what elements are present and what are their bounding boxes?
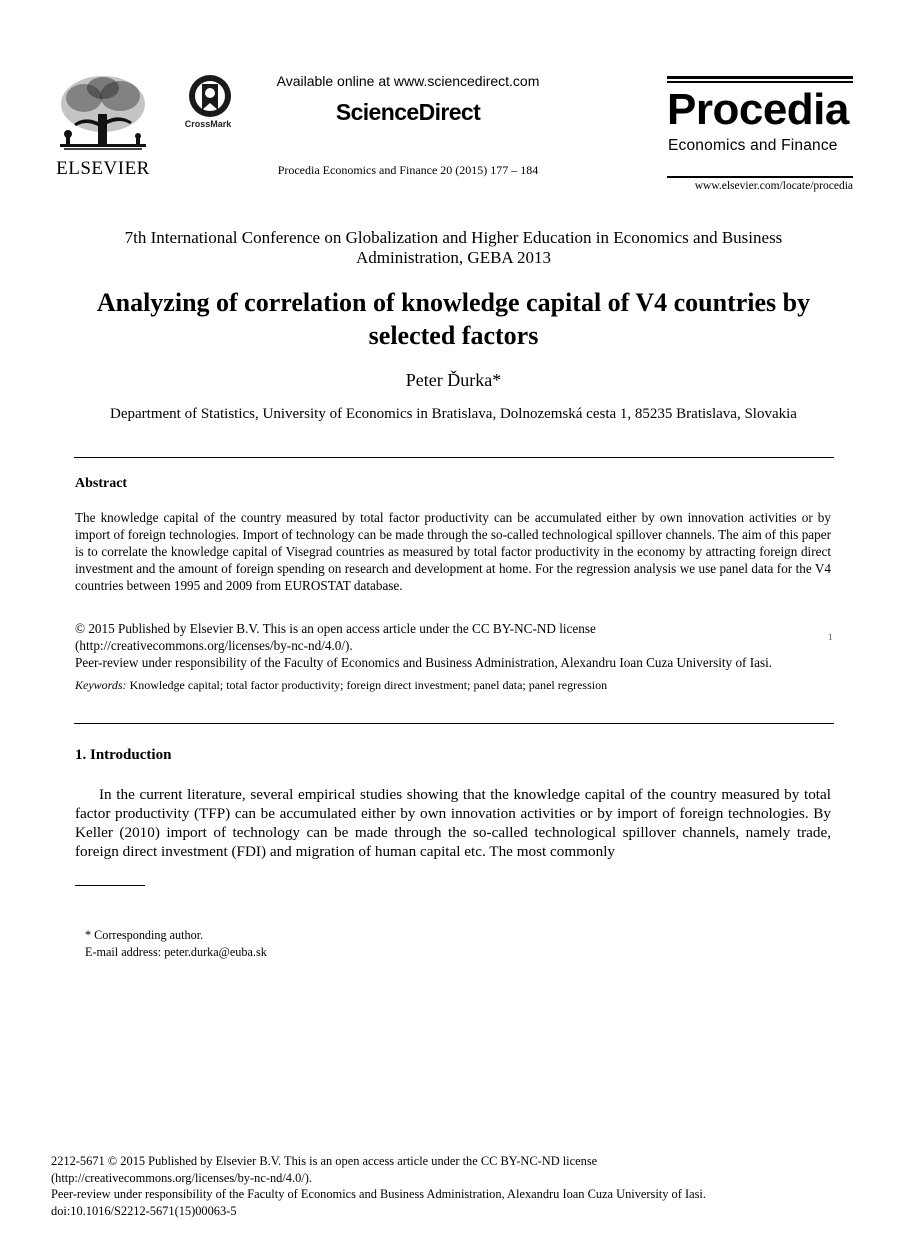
author-name: Peter Ďurka*: [405, 370, 502, 390]
copyright-block: [75, 620, 831, 671]
page-footer: [51, 1153, 851, 1219]
abstract-text: The knowledge capital of the country measured by total factor productivity can be accumulated either by own innovation activities or by import of foreign technologies. Import of technology can be made through the so-called technological spillover channels. The aim of this paper is to correlate the knowledge capital of Visegrad countries as measured by total factor productivity in the economy by attracting foreign direct investment and the amount of foreign spending on research and development at home. For the regression analysis we use panel data for the V4 countries between 1995 and 2009 from EUROSTAT database.: [75, 510, 831, 593]
elsevier-tree-icon: [54, 72, 152, 158]
footer-doi[interactable]: doi:10.1016/S2212-5671(15)00063-5: [51, 1203, 237, 1218]
paper-title: Analyzing of correlation of knowledge capital of V4 countries by selected factors: [96, 288, 811, 350]
peer-review-statement: Peer-review under responsibility of the Faculty of Economics and Business Administration, Alexandru Ioan Cuza University of Iasi.: [75, 655, 773, 670]
abstract-top-rule: [74, 457, 834, 458]
footnote-block: [85, 927, 267, 961]
margin-mark: 1: [828, 632, 833, 642]
introduction-text: In the current literature, several empirical studies showing that the knowledge capital of the country measured by total factor productivity (TFP) can be accumulated either by own innovation activities or by import of foreign technologies. By Keller (2010) import of technology can be made through the so-called technological spillover channels, namely trade, foreign direct investment (FDI) and migration of human capital etc. The most commonly: [75, 786, 831, 860]
crossmark-label: CrossMark: [184, 119, 232, 129]
elsevier-logo: [54, 72, 152, 180]
keywords-line: [75, 678, 831, 693]
procedia-url[interactable]: www.elsevier.com/locate/procedia: [694, 180, 853, 192]
procedia-top-rule-thin: [667, 81, 853, 83]
footer-issn-license: 2212-5671 © 2015 Published by Elsevier B.V. This is an open access article under the CC BY-NC-ND license: [51, 1154, 598, 1168]
procedia-bottom-rule: [667, 176, 853, 178]
procedia-logo: [667, 76, 853, 192]
author-affiliation: Department of Statistics, University of Economics in Bratislava, Dolnozemská cesta 1, 85235 Bratislava, Slovakia: [110, 406, 797, 422]
available-online-text: Available online at www.sciencedirect.com: [276, 73, 540, 89]
procedia-top-rule: [667, 76, 853, 79]
footnote-rule: [75, 885, 145, 886]
corresponding-author-note: * Corresponding author.: [85, 928, 204, 942]
abstract-bottom-rule: [74, 723, 834, 724]
procedia-subtitle: Economics and Finance: [668, 137, 838, 154]
copyright-line: © 2015 Published by Elsevier B.V. This is an open access article under the CC BY-NC-ND license: [75, 621, 596, 636]
conference-name: 7th International Conference on Globalization and Higher Education in Economics and Business Administration, GEBA 2013: [124, 228, 783, 267]
procedia-title: Procedia: [667, 85, 849, 134]
elsevier-wordmark: ELSEVIER: [56, 158, 150, 179]
license-link[interactable]: (http://creativecommons.org/licenses/by-nc-nd/4.0/).: [75, 638, 353, 653]
sciencedirect-logo[interactable]: ScienceDirect: [335, 99, 481, 125]
crossmark-icon: [188, 74, 232, 118]
journal-citation: Procedia Economics and Finance 20 (2015) 177 – 184: [277, 163, 539, 177]
crossmark-badge[interactable]: [180, 74, 240, 134]
abstract-heading: Abstract: [75, 476, 128, 491]
footer-license-link[interactable]: (http://creativecommons.org/licenses/by-nc-nd/4.0/).: [51, 1170, 312, 1185]
keywords-list: Knowledge capital; total factor productivity; foreign direct investment; panel data; panel regression: [129, 678, 608, 692]
section-heading-introduction: 1. Introduction: [75, 747, 172, 763]
footer-peer-review: Peer-review under responsibility of the Faculty of Economics and Business Administration, Alexandru Ioan Cuza University of Iasi.: [51, 1187, 706, 1201]
author-email[interactable]: E-mail address: peter.durka@euba.sk: [85, 945, 267, 959]
keywords-label: Keywords:: [75, 678, 127, 692]
